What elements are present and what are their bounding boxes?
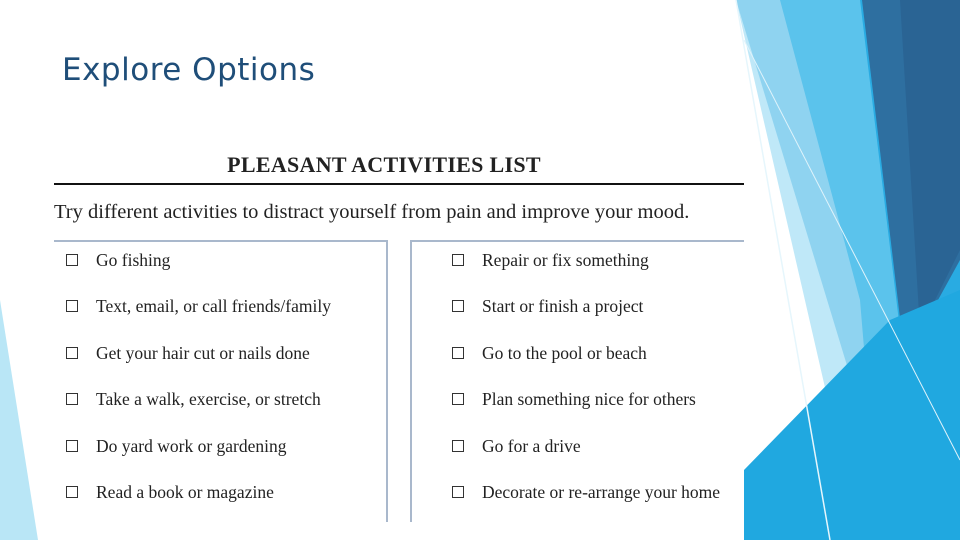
- activity-item: Repair or fix something: [452, 248, 649, 272]
- checkbox-icon[interactable]: [452, 440, 464, 452]
- checkbox-icon[interactable]: [452, 393, 464, 405]
- checkbox-icon[interactable]: [66, 393, 78, 405]
- activity-item: Decorate or re-arrange your home: [452, 480, 720, 504]
- activity-item: Take a walk, exercise, or stretch: [66, 387, 321, 411]
- right-activity-column: [410, 240, 744, 522]
- document-heading: PLEASANT ACTIVITIES LIST: [227, 152, 541, 177]
- checkbox-icon[interactable]: [66, 300, 78, 312]
- left-accent-shape: [0, 300, 38, 540]
- activity-item: Go fishing: [66, 248, 170, 272]
- activity-item: Do yard work or gardening: [66, 434, 287, 458]
- activity-item: Get your hair cut or nails done: [66, 341, 310, 365]
- activity-item: Plan something nice for others: [452, 387, 696, 411]
- heading-rule: [54, 183, 744, 185]
- instruction-text: Try different activities to distract yourself from pain and improve your mood.: [54, 201, 690, 223]
- left-activity-column: [54, 240, 388, 522]
- checkbox-icon[interactable]: [66, 347, 78, 359]
- activities-document: [54, 140, 744, 522]
- activity-item: Start or finish a project: [452, 294, 643, 318]
- checkbox-icon[interactable]: [452, 300, 464, 312]
- slide-title: Explore Options: [62, 52, 316, 88]
- checkbox-icon[interactable]: [452, 486, 464, 498]
- checkbox-icon[interactable]: [452, 254, 464, 266]
- activity-item: Go for a drive: [452, 434, 581, 458]
- checkbox-icon[interactable]: [452, 347, 464, 359]
- checkbox-icon[interactable]: [66, 486, 78, 498]
- checkbox-icon[interactable]: [66, 440, 78, 452]
- checkbox-icon[interactable]: [66, 254, 78, 266]
- activity-item: Go to the pool or beach: [452, 341, 647, 365]
- activity-item: Read a book or magazine: [66, 480, 274, 504]
- activity-item: Text, email, or call friends/family: [66, 294, 331, 318]
